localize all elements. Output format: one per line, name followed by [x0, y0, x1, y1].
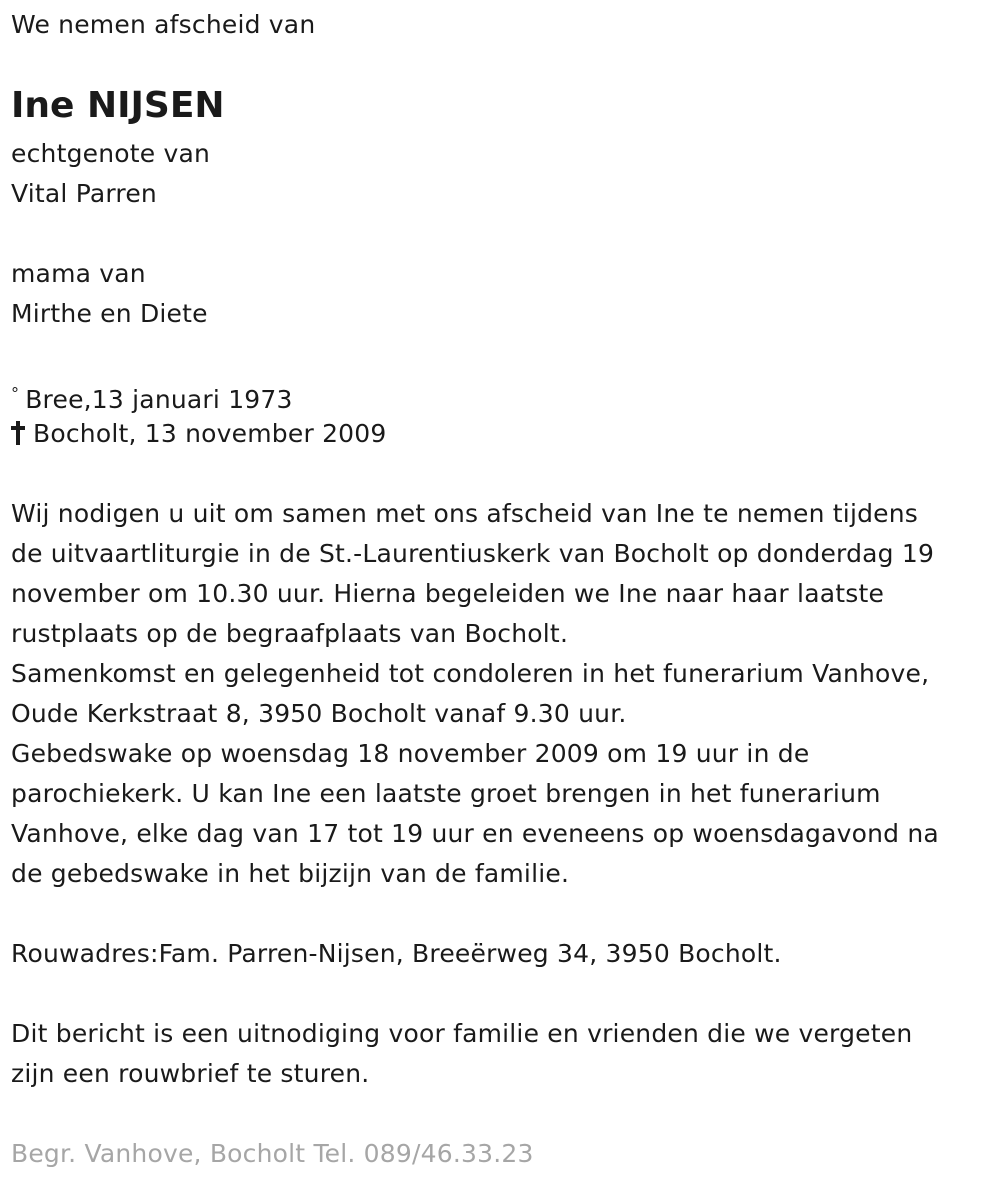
body-line: Vanhove, elke dag van 17 tot 19 uur en eveneens op woensdagavond na	[11, 819, 939, 848]
body-line: november om 10.30 uur. Hierna begeleiden we Ine naar haar laatste	[11, 579, 885, 608]
children-block	[11, 254, 208, 334]
footer-text: Begr. Vanhove, Bocholt Tel. 089/46.33.23	[11, 1139, 534, 1168]
funeral-details	[11, 494, 939, 894]
funeral-home-footer	[11, 1134, 534, 1174]
spouse-name: Vital Parren	[11, 179, 157, 208]
body-line: de uitvaartliturgie in de St.-Laurentiuskerk van Bocholt op donderdag 19	[11, 539, 935, 568]
intro-text: We nemen afscheid van	[11, 10, 316, 39]
invitation-note	[11, 1014, 912, 1094]
birth-text: Bree,13 januari 1973	[25, 385, 293, 414]
body-line: de gebedswake in het bijzijn van de familie.	[11, 859, 570, 888]
death-line	[11, 414, 387, 454]
cross-icon	[11, 421, 25, 445]
death-text: Bocholt, 13 november 2009	[33, 419, 387, 448]
birth-symbol: °	[11, 384, 20, 403]
birth-line	[11, 374, 387, 414]
body-line: parochiekerk. U kan Ine een laatste groet brengen in het funerarium	[11, 779, 881, 808]
mourning-address	[11, 934, 782, 974]
body-line: Samenkomst en gelegenheid tot condoleren in het funerarium Vanhove,	[11, 659, 930, 688]
address-line: Rouwadres:Fam. Parren-Nijsen, Breeërweg 34, 3950 Bocholt.	[11, 939, 782, 968]
children-names: Mirthe en Diete	[11, 299, 208, 328]
spouse-relation: echtgenote van	[11, 139, 211, 168]
body-line: rustplaats op de begraafplaats van Bocholt.	[11, 619, 569, 648]
spouse-block	[11, 134, 210, 214]
children-relation: mama van	[11, 259, 146, 288]
dates-block	[11, 374, 387, 454]
note-line: zijn een rouwbrief te sturen.	[11, 1059, 370, 1088]
note-line: Dit bericht is een uitnodiging voor familie en vrienden die we vergeten	[11, 1019, 913, 1048]
deceased-name: Ine NIJSEN	[11, 85, 225, 126]
body-line: Gebedswake op woensdag 18 november 2009 om 19 uur in de	[11, 739, 810, 768]
body-line: Wij nodigen u uit om samen met ons afscheid van Ine te nemen tijdens	[11, 499, 919, 528]
body-line: Oude Kerkstraat 8, 3950 Bocholt vanaf 9.30 uur.	[11, 699, 627, 728]
